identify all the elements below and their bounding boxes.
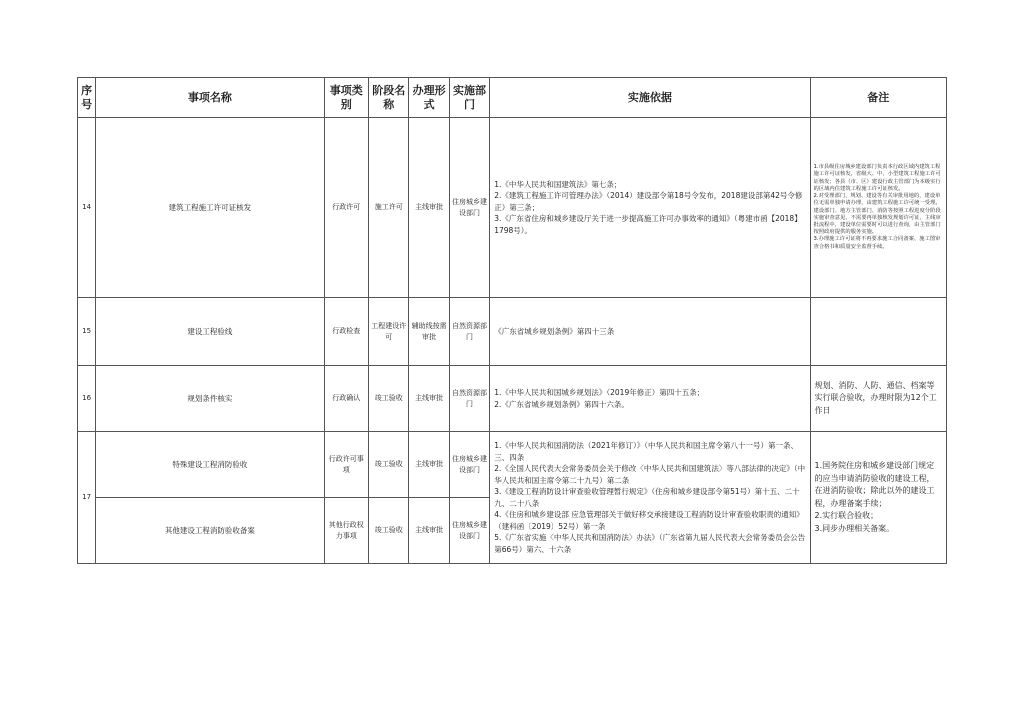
row-item-name: 特殊建设工程消防验收 bbox=[96, 432, 324, 498]
row-basis: 1.《中华人民共和国消防法（2021年修订）》（中华人民共和国主席令第八十一号）第一条、三、四条 2.《全国人民代表大会常务委员会关于修改〈中华人民共和国建筑法〉等八部法律的决定》（中华人民共和国主席令第二十九号）第二条 3.《建设工程消防设计审查验收管理暂行规定》（住房和城乡建设部令第51号）第十五、二十九、二十八条 4.《住房和城乡建设部 应急管理部关于做好移交承接建设工程消防设计审查验收职责的通知》（建科函〔2019〕52号）第一条 5.《广东省实施〈中华人民共和国消防法〉办法》（广东省第九届人民代表大会常务委员会公告第66号）第六、十六条 bbox=[490, 432, 810, 564]
row-dept: 自然资源部门 bbox=[449, 366, 489, 432]
row-remark: 1.国务院住房和城乡建设部门规定的应当申请消防验收的建设工程，在进消防验收；除此以外的建设工程，办理备案手续； 2.实行联合验收； 3.同步办理相关备案。 bbox=[810, 432, 946, 564]
row-form: 主线审批 bbox=[409, 498, 449, 564]
row-dept: 住房城乡建设部门 bbox=[449, 498, 489, 564]
row-item-name: 规划条件核实 bbox=[96, 366, 324, 432]
row-remark: 1.市县级住房城乡建设部门负责本行政区域内建筑工程施工许可证核发，省级大、中、小型建筑工程施工许可证核发；各县（市、区）建设行政主管部门为本级实行的区域内住建筑工程施工许可证核发。 2.对受理部门、规划、建设等有关审批用地的，建设单位无需单独申请办理，由建筑工程施工许可统一受理。建设部门、地方主管部门、消防等按照工程进度分阶段实施审查意见，不需要再单独核发规划许可证，主线审批流程中，建设单位需要时可以进行查询，由主管部门按照政府提供的服务实施。 3.办理施工许可证将不再要求施工合同备案、施工图审查合格书和质量安全监督手续。 bbox=[810, 118, 946, 298]
row-item-name: 建设工程验线 bbox=[96, 298, 324, 366]
row-item-name: 其他建设工程消防验收备案 bbox=[96, 498, 324, 564]
row-category: 行政许可事项 bbox=[324, 432, 368, 498]
table-row bbox=[78, 366, 947, 432]
table-row bbox=[78, 118, 947, 298]
row-stage: 工程建设许可 bbox=[369, 298, 409, 366]
header-name: 事项名称 bbox=[96, 78, 324, 118]
row-item-name: 建筑工程施工许可证核发 bbox=[96, 118, 324, 298]
header-seq: 序号 bbox=[78, 78, 96, 118]
row-seq: 15 bbox=[78, 298, 96, 366]
row-basis: 1.《中华人民共和国城乡规划法》（2019年修正）第四十五条； 2.《广东省城乡规划条例》第四十六条。 bbox=[490, 366, 810, 432]
table-row bbox=[78, 298, 947, 366]
row-dept: 住房城乡建设部门 bbox=[449, 118, 489, 298]
row-basis: 1.《中华人民共和国建筑法》第七条； 2.《建筑工程施工许可管理办法》（2014）建设部令第18号令发布，2018建设部第42号令修正）第三条； 3.《广东省住房和城乡建设厅关于进一步提高施工许可办事效率的通知》（粤建市函【2018】1798号）。 bbox=[490, 118, 810, 298]
header-stage: 阶段名称 bbox=[369, 78, 409, 118]
row-basis: 《广东省城乡规划条例》第四十三条 bbox=[490, 298, 810, 366]
header-form: 办理形式 bbox=[409, 78, 449, 118]
table-row bbox=[78, 432, 947, 498]
header-remark: 备注 bbox=[810, 78, 946, 118]
row-remark: 规划、消防、人防、通信、档案等实行联合验收，办理时限为12个工作日 bbox=[810, 366, 946, 432]
row-seq: 14 bbox=[78, 118, 96, 298]
row-form: 辅助线按需审批 bbox=[409, 298, 449, 366]
row-stage: 施工许可 bbox=[369, 118, 409, 298]
row-category: 行政许可 bbox=[324, 118, 368, 298]
row-stage: 竣工验收 bbox=[369, 498, 409, 564]
header-basis: 实施依据 bbox=[490, 78, 810, 118]
row-remark bbox=[810, 298, 946, 366]
row-form: 主线审批 bbox=[409, 366, 449, 432]
approval-items-table bbox=[77, 77, 947, 564]
row-stage: 竣工验收 bbox=[369, 366, 409, 432]
table-header-row bbox=[78, 78, 947, 118]
row-category: 其他行政权力事项 bbox=[324, 498, 368, 564]
row-dept: 自然资源部门 bbox=[449, 298, 489, 366]
header-category: 事项类别 bbox=[324, 78, 368, 118]
row-category: 行政确认 bbox=[324, 366, 368, 432]
row-form: 主线审批 bbox=[409, 118, 449, 298]
row-stage: 竣工验收 bbox=[369, 432, 409, 498]
row-dept: 住房城乡建设部门 bbox=[449, 432, 489, 498]
row-form: 主线审批 bbox=[409, 432, 449, 498]
row-category: 行政检查 bbox=[324, 298, 368, 366]
row-seq: 16 bbox=[78, 366, 96, 432]
header-dept: 实施部门 bbox=[449, 78, 489, 118]
row-seq: 17 bbox=[78, 432, 96, 564]
